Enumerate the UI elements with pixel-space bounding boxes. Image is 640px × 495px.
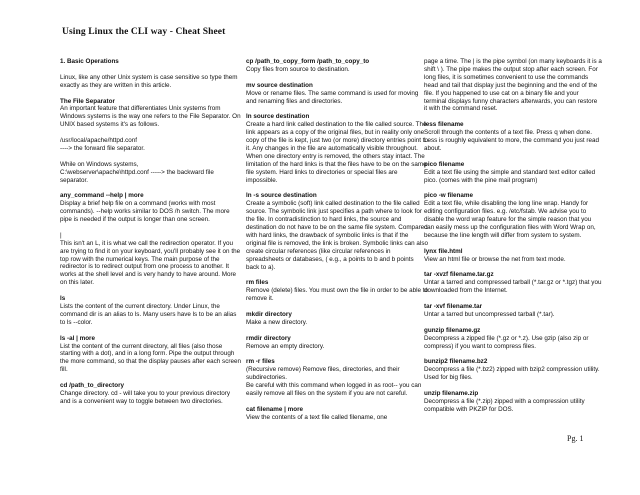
ls-al-heading: ls -al | more bbox=[60, 334, 96, 342]
pico-w-heading: pico -w filename bbox=[424, 192, 473, 200]
column-1 bbox=[60, 58, 242, 414]
ln-s-text: Create a symbolic (soft) link called destination to the file called source. The symbolic link just specifies a path where to look for the file. In contradistinction to hard links, the source and destination do not have to be on the same file system. Compared with hard links, the drawback of symbolic links is that if the original file is removed, the link is broken. Symbolic links can also create circular references (like circular references in spreadsheets or databases, ( e.g., a points to b and b points back to a). bbox=[246, 200, 428, 271]
unzip-heading: unzip filename.zip bbox=[424, 389, 479, 397]
tar-heading: tar -xvf filename.tar bbox=[424, 303, 483, 310]
ls-heading: ls bbox=[60, 295, 66, 303]
help-command-heading: any_command --help | more bbox=[60, 192, 144, 200]
help-command-text: Display a brief help file on a command (works with most commands). --help works similar to DOS /h switch. The more pipe is needed if the output is longer than one screen. bbox=[60, 200, 230, 224]
windows-path-example: C:\webserver\apache\httpd.conf -----> the backward file separator. bbox=[60, 168, 214, 184]
mkdir-heading: mkdir directory bbox=[246, 310, 292, 318]
file-separator-text: An important feature that differentiates Unix systems from Windows systems is the way one refers to the File Separator. On UNIX based systems it's as follows. bbox=[60, 105, 241, 129]
pipe-symbol-text: This isn't an L, it is what we call the redirection operator. If you are trying to find it on your keyboard, you'll probably see it on the top row with the numerical keys. The main purpose of the redirector is to redirect output from one process to another. It works at the shell level and is very handy to have around. More on this later. bbox=[60, 239, 241, 287]
unix-path-note: ----> the forward file separator. bbox=[60, 144, 145, 152]
rm-heading: rm files bbox=[246, 279, 269, 287]
cat-text: View the contents of a text file called filename, one bbox=[246, 413, 388, 421]
tar-text: Untar a tarred but uncompressed tarball (*.tar). bbox=[424, 310, 555, 318]
bunzip-heading: bunzip2 filename.bz2 bbox=[424, 358, 488, 366]
pico-text: Edit a text file using the simple and standard text editor called pico. (comes with the pine mail program) bbox=[424, 168, 596, 184]
intro-text: Linux, like any other Unix system is case sensitive so type them exactly as they are written in this article. bbox=[60, 73, 238, 89]
mv-text: Move or rename files. The same command is used for moving and renaming files and directories. bbox=[246, 89, 419, 105]
cd-text: Change directory. cd - will take you to your previous directory and is a convenient way to toggle between two directories. bbox=[60, 389, 230, 405]
mv-heading: mv source destination bbox=[246, 81, 313, 89]
unzip-text: Decompress a file (*.zip) zipped with a compression utility compatible with PKZIP for DOS. bbox=[424, 397, 585, 413]
rm-r-warning: Be careful with this command when logged in as root-- you can easily remove all files on the system if you are not careful. bbox=[246, 382, 422, 397]
tar-gz-heading: tar -xvzf filename.tar.gz bbox=[424, 271, 494, 279]
rm-r-heading: rm -r files bbox=[246, 358, 275, 366]
gunzip-heading: gunzip filename.gz bbox=[424, 326, 481, 334]
unix-path-example: /usr/local/apache/httpd.conf bbox=[60, 137, 138, 145]
gunzip-text: Decompress a zipped file (*.gz or *.z). Use gzip (also zip or compress) if you want to compress files. bbox=[424, 334, 589, 350]
windows-intro: While on Windows systems, bbox=[60, 160, 139, 168]
cat-continued-text: page a time. The | is the pipe symbol (on many keyboards it is a shift \ ). The pipe makes the output stop after each screen. For long files, it is sometimes convenient to use the commands head and tail that display just the beginning and the end of the file. If you happened to use cat on a binary file and your terminal displays funny characters afterwards, you can restore it with the command reset. bbox=[424, 58, 602, 113]
ln-heading: ln source destination bbox=[246, 113, 310, 121]
rmdir-text: Remove an empty directory. bbox=[246, 342, 325, 350]
pico-heading: pico filename bbox=[424, 160, 465, 168]
pipe-symbol-heading: | bbox=[60, 231, 62, 239]
page-number: Pg. 1 bbox=[567, 434, 584, 443]
section-heading-basic-operations: 1. Basic Operations bbox=[60, 58, 119, 65]
cat-heading: cat filename | more bbox=[246, 405, 304, 413]
cp-heading: cp /path_to_copy_form /path_to_copy_to bbox=[246, 58, 370, 65]
ls-text: Lists the content of the current directory. Under Linux, the command dir is an alias to ls. Many users have ls to be an alias to ls --color. bbox=[60, 302, 237, 326]
rm-text: Remove (delete) files. You must own the file in order to be able to remove it. bbox=[246, 287, 429, 303]
lynx-heading: lynx file.html bbox=[424, 247, 463, 255]
cp-text: Copy files from source to destination. bbox=[246, 65, 350, 73]
ls-al-text: List the content of the current directory, all files (also those starting with a dot), and in a long form. Pipe the output through the more command, so that the display pauses after each screen fill. bbox=[60, 342, 241, 374]
column-3 bbox=[424, 58, 602, 422]
tar-gz-text: Untar a tarred and compressed tarball (*.tar.gz or *.tgz) that you downloaded from the Internet. bbox=[424, 279, 602, 295]
less-heading: less filename bbox=[424, 121, 464, 129]
cd-heading: cd /path_to_directory bbox=[60, 382, 125, 390]
ln-s-heading: ln -s source destination bbox=[246, 192, 317, 200]
bunzip-text: Decompress a file (*.bz2) zipped with bzip2 compression utility. Used for big files. bbox=[424, 366, 600, 382]
ln-text: Create a hard link called destination to the file called source. The link appears as a copy of the original files, but in reality only one copy of the file is kept, just two (or more) directory entries point to it. Any changes in the file are automatically visible throughout. When one directory entry is removed, the others stay intact. The limitation of the hard links is that the files have to be on the same file system. Hard links to directories or special files are impossible. bbox=[246, 121, 428, 184]
lynx-text: View an html file or browse the net from text mode. bbox=[424, 255, 566, 263]
file-separator-heading: The File Separator bbox=[60, 97, 115, 105]
less-text: Scroll through the contents of a text file. Press q when done. Less is roughly equivalent to more, the command you just read about. bbox=[424, 129, 600, 152]
column-2 bbox=[246, 58, 428, 422]
rm-r-text: (Recursive remove) Remove files, directories, and their subdirectories. bbox=[246, 366, 400, 382]
document-title: Using Linux the CLI way - Cheat Sheet bbox=[62, 27, 226, 37]
rmdir-heading: rmdir directory bbox=[246, 334, 291, 342]
pico-w-text: Edit a text file, while disabling the long line wrap. Handy for editing configuration files. e.g. /etc/fstab. We advise you to disable the word wrap feature for the simple reason that you can easily mess up the configuration files with Word Wrap on, because the line length will differ from system to system. bbox=[424, 200, 596, 239]
mkdir-text: Make a new directory. bbox=[246, 318, 308, 326]
